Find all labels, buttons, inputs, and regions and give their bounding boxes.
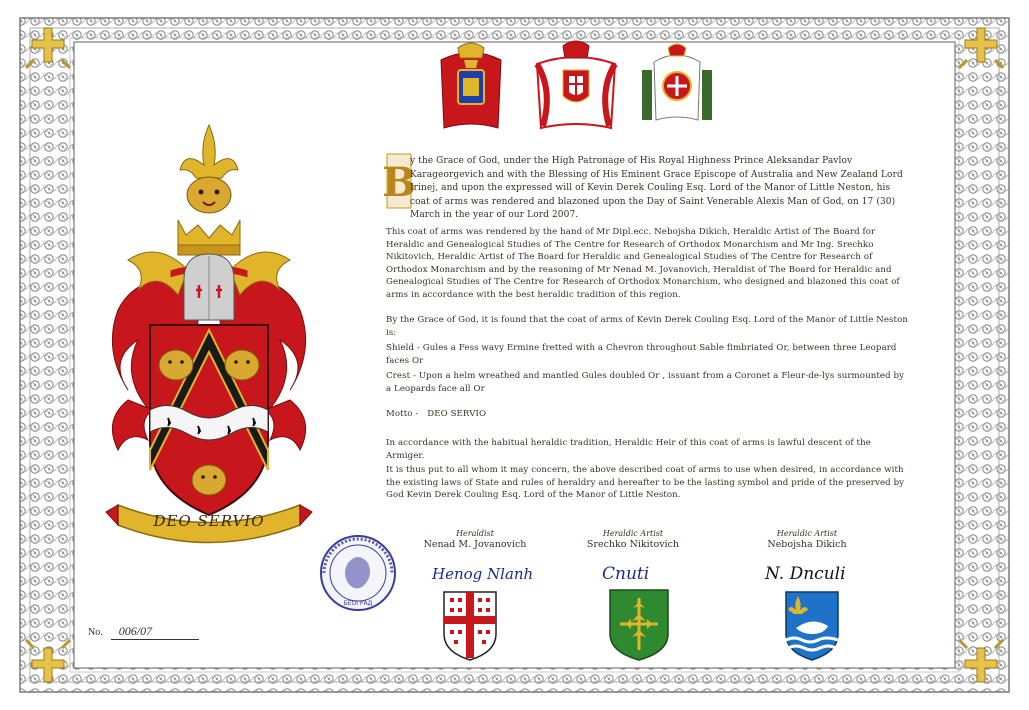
finding-paragraph: By the Grace of God, it is found that the coat of arms of Kevin Derek Couling Esq. Lord of the Manor of Little Neston is: xyxy=(386,315,909,338)
handwritten-signature xyxy=(430,560,534,586)
signature-block-artist-1 xyxy=(568,528,698,551)
royal-arms-left xyxy=(436,40,506,132)
handwritten-signature xyxy=(600,560,680,586)
handwritten-signature xyxy=(763,560,863,586)
signature-block-artist-2 xyxy=(742,528,872,551)
crest-blazon: Crest - Upon a helm wreathed and mantled Gules doubled Or , issuant from a Coronet a Fleur-de-lys surmounted by a Leopards face all Or xyxy=(386,371,905,394)
signature-name: Srechko Nikitovich xyxy=(586,539,680,550)
motto-value: DEO SERVIO xyxy=(427,409,487,419)
intro-paragraph: y the Grace of God, under the High Patronage of His Royal Highness Prince Aleksandar Pavlov Karageorgevich and with the Blessing of His Eminent Grace Episcope of Australia and New Zealand Lord Irinej, and upon the expressed will of Kevin Derek Couling Esq. Lord of the Manor of Little Neston, his coat of arms was rendered and blazoned upon the Day of Saint Venerable Alexis Man of God, on 17 (30) March in the year of our Lord 2007. xyxy=(410,156,903,220)
heir-paragraph: In accordance with the habitual heraldic tradition, Heraldic Heir of this coat of arms is lawful descent of the Armiger. xyxy=(386,438,871,461)
artists-paragraph: This coat of arms was rendered by the hand of Mr Dipl.ecc. Nebojsha Dikich, Heraldic Artist of The Board for Heraldic and Genealogical Studies of The Centre for Research of Orthodox Monarchism and Mr Ing. Srechko Nikitovich, Heraldic Artist of The Board for Heraldic and Genealogical Studies of The Centre for Research of Orthodox Monarchism and by the reasoning of Mr Nenad M. Jovanovich, Heraldist of The Board for Heraldic and Genealogical Studies of The Centre for Research of Orthodox Monarchism, who designed and blazoned this coat of arms in accordance with the best heraldic tradition of this region. xyxy=(386,227,900,300)
number-label: No. xyxy=(88,627,103,638)
scroll-motto-text: DEO SERVIO xyxy=(153,512,265,530)
signature-name: Nenad M. Jovanovich xyxy=(423,539,527,550)
royal-arms-right xyxy=(640,40,714,132)
signature-block-heraldist xyxy=(405,528,545,551)
svg-text:N. Dnculi: N. Dnculi xyxy=(765,564,846,584)
signature-role: Heraldic Artist xyxy=(602,529,664,538)
svg-text:Cnuti: Cnuti xyxy=(602,564,650,584)
artist-2-shield xyxy=(784,590,840,662)
motto-line xyxy=(386,408,910,421)
seal-city: БЕОГРАД xyxy=(343,600,373,607)
heraldist-shield xyxy=(442,590,498,662)
number-value: 006/07 xyxy=(111,624,199,640)
royal-arms-center xyxy=(533,40,619,132)
official-seal xyxy=(318,533,398,613)
signature-role: Heraldic Artist xyxy=(776,529,838,538)
motto-label: Motto - xyxy=(386,409,419,419)
artist-1-shield xyxy=(608,588,670,662)
drop-cap-letter: B xyxy=(382,159,416,206)
svg-text:Henog Nlanh: Henog Nlanh xyxy=(432,565,534,583)
closing-paragraph: It is thus put to all whom it may concern, the above described coat of arms to use when desired, in accordance with the existing laws of State and rules of heraldry and hereafter to be the lasting symbol and pride of the preserved by God Kevin Derek Couling Esq. Lord of the Manor of Little Neston. xyxy=(386,465,905,501)
main-coat-of-arms xyxy=(98,120,320,540)
signature-name: Nebojsha Dikich xyxy=(767,539,847,550)
signature-role: Heraldist xyxy=(456,529,494,538)
shield-blazon: Shield - Gules a Fess wavy Ermine fretted with a Chevron throughout Sable fimbriated Or, between three Leopard faces Or xyxy=(386,343,897,366)
certificate-number xyxy=(88,622,199,640)
drop-cap xyxy=(382,153,416,209)
